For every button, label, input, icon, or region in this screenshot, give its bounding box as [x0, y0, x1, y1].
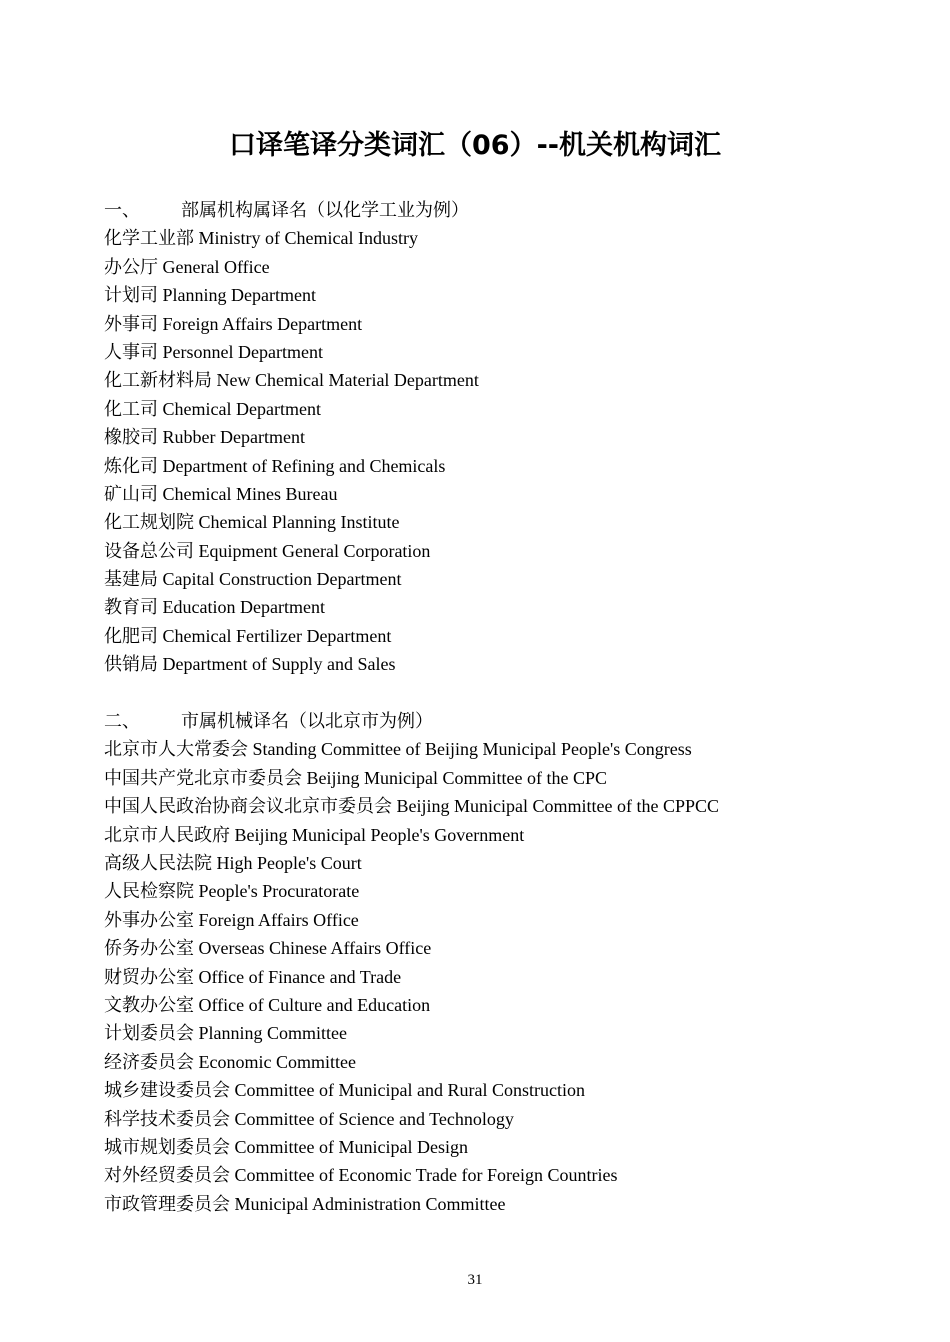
entry-line: 北京市人民政府 Beijing Municipal People's Government [104, 824, 525, 845]
entry-line: 城乡建设委员会 Committee of Municipal and Rural Construction [104, 1080, 585, 1101]
section-number: 一、 [104, 200, 140, 220]
entry-line: 炼化司 Department of Refining and Chemicals [104, 455, 446, 476]
entry-line: 化工规划院 Chemical Planning Institute [104, 512, 400, 533]
entry-line: 教育司 Education Department [104, 597, 325, 618]
entry-line: 化工司 Chemical Department [104, 398, 321, 419]
entry-line: 文教办公室 Office of Culture and Education [104, 994, 431, 1015]
entry-line: 计划委员会 Planning Committee [104, 1023, 347, 1044]
section-title: 市属机械译名（以北京市为例） [181, 711, 433, 732]
entry-line: 经济委员会 Economic Committee [104, 1051, 356, 1072]
entry-line: 矿山司 Chemical Mines Bureau [104, 483, 338, 504]
entry-line: 化学工业部 Ministry of Chemical Industry [104, 228, 418, 249]
entry-line: 外事司 Foreign Affairs Department [104, 313, 363, 334]
content [104, 196, 904, 1218]
entry-line: 城市规划委员会 Committee of Municipal Design [104, 1136, 468, 1157]
entry-line: 市政管理委员会 Municipal Administration Committee [104, 1193, 506, 1214]
section-heading [104, 196, 904, 224]
entry-line: 人民检察院 People's Procuratorate [104, 881, 360, 902]
entry-line: 设备总公司 Equipment General Corporation [104, 540, 431, 561]
entry-line: 橡胶司 Rubber Department [104, 427, 305, 448]
blank-line [104, 679, 904, 707]
entry-line: 财贸办公室 Office of Finance and Trade [104, 966, 402, 987]
entry-line: 科学技术委员会 Committee of Science and Technology [104, 1108, 514, 1129]
entry-line: 中国人民政治协商会议北京市委员会 Beijing Municipal Committee of the CPPCC [104, 796, 719, 817]
entry-line: 办公厅 General Office [104, 256, 270, 277]
page-title: 口译笔译分类词汇（06）--机关机构词汇 [229, 130, 721, 161]
entry-line: 高级人民法院 High People's Court [104, 852, 362, 873]
entry-line: 人事司 Personnel Department [104, 341, 323, 362]
entry-line: 侨务办公室 Overseas Chinese Affairs Office [104, 938, 432, 959]
entry-line: 计划司 Planning Department [104, 285, 316, 306]
entry-line: 对外经贸委员会 Committee of Economic Trade for Foreign Countries [104, 1165, 618, 1186]
section-number: 二、 [104, 711, 140, 732]
entry-line: 北京市人大常委会 Standing Committee of Beijing Municipal People's Congress [104, 739, 692, 760]
entry-line: 基建局 Capital Construction Department [104, 569, 402, 590]
entry-line: 中国共产党北京市委员会 Beijing Municipal Committee of the CPC [104, 767, 607, 788]
page-number: 31 [467, 1272, 483, 1288]
entry-line: 供销局 Department of Supply and Sales [104, 654, 396, 675]
entry-line: 化肥司 Chemical Fertilizer Department [104, 625, 392, 646]
section-heading [104, 707, 904, 735]
entry-line: 化工新材料局 New Chemical Material Department [104, 370, 479, 391]
section-title: 部属机构属译名（以化学工业为例） [181, 200, 469, 220]
entry-line: 外事办公室 Foreign Affairs Office [104, 909, 359, 930]
